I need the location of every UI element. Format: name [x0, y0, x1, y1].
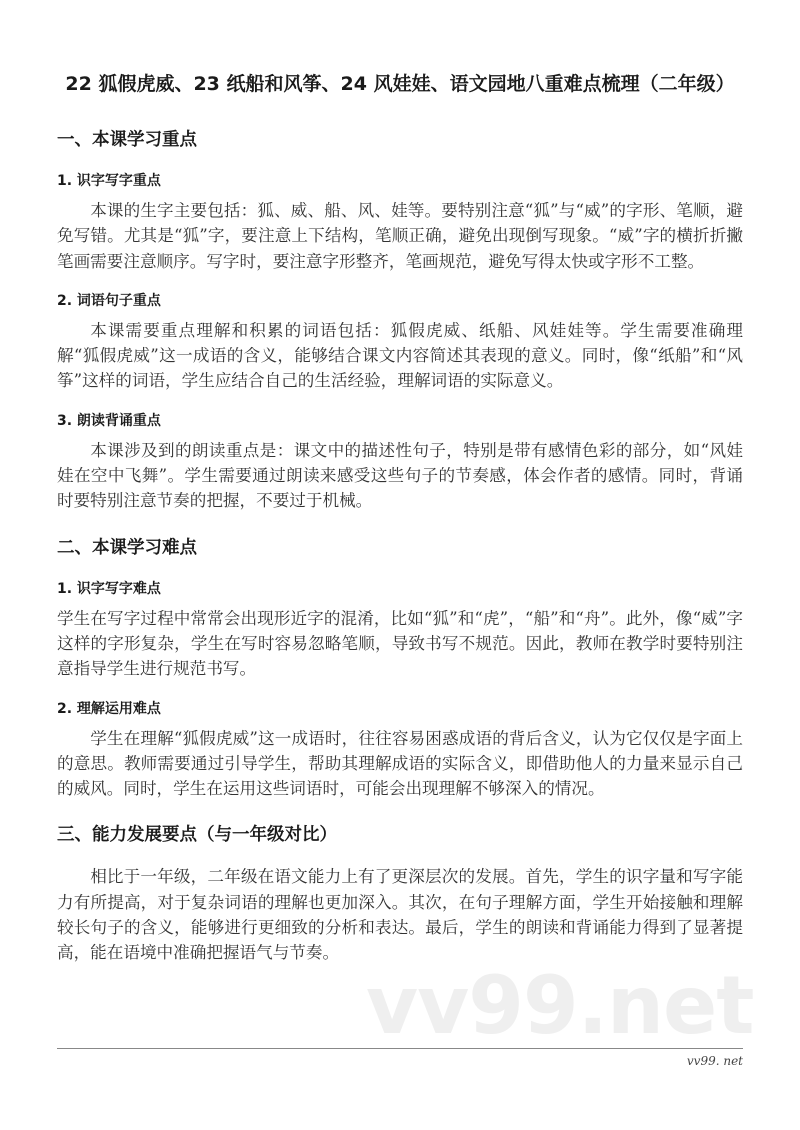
section-heading-difficulties: 二、本课学习难点 [57, 537, 197, 558]
section-heading-ability: 三、能力发展要点（与一年级对比） [57, 825, 337, 846]
paragraph: 学生在理解“狐假虎威”这一成语时，往往容易困惑成语的背后含义，认为它仅仅是字面上的意思。教师需要通过引导学生，帮助其理解成语的实际含义，即借助他人的力量来显示自己的威风。同时，学生在运用这些词语时，可能会出现理解不够深入的情况。 [57, 728, 743, 799]
watermark: vv99.net [366, 958, 754, 1052]
subsection-heading: 3. 朗读背诵重点 [57, 412, 161, 429]
subsection-heading: 1. 识字写字重点 [57, 173, 161, 189]
paragraph: 本课涉及到的朗读重点是：课文中的描述性句子，特别是带有感情色彩的部分，如“风娃娃在空中飞舞”。学生需要通过朗读来感受这些句子的节奏感，体会作者的感情。同时，背诵时要特别注意节奏的把握，不要过于机械。 [57, 440, 743, 511]
paragraph: 本课需要重点理解和积累的词语包括：狐假虎威、纸船、风娃娃等。学生需要准确理解“狐假虎威”这一成语的含义，能够结合课文内容简述其表现的意义。同时，像“纸船”和“风筝”这样的词语，学生应结合自己的生活经验，理解词语的实际意义。 [57, 320, 743, 391]
document-page [57, 0, 754, 1069]
paragraph: 相比于一年级，二年级在语文能力上有了更深层次的发展。首先，学生的识字量和写字能力有所提高，对于复杂词语的理解也更加深入。其次，在句子理解方面，学生开始接触和理解较长句子的含义，能够进行更细致的分析和表达。最后，学生的朗读和背诵能力得到了显著提高，能在语境中准确把握语气与节奏。 [57, 867, 743, 963]
subsection-heading: 2. 理解运用难点 [57, 700, 161, 717]
subsection-heading: 1. 识字写字难点 [57, 580, 161, 597]
subsection-heading: 2. 词语句子重点 [57, 292, 161, 309]
section-heading-key-points: 一、本课学习重点 [57, 130, 197, 150]
page-title: 22 狐假虎威、23 纸船和风筝、24 风娃娃、语文园地八重难点梳理（二年级） [65, 73, 735, 95]
footer-text: vv99. net [686, 1053, 743, 1068]
paragraph: 本课的生字主要包括：狐、威、船、风、娃等。要特别注意“狐”与“威”的字形、笔顺，避免写错。尤其是“狐”字，要注意上下结构，笔顺正确，避免出现倒写现象。“威”字的横折折撇笔画需要注意顺序。写字时，要注意字形整齐，笔画规范，避免写得太快或字形不工整。 [57, 201, 743, 271]
paragraph: 学生在写字过程中常常会出现形近字的混淆，比如“狐”和“虎”，“船”和“舟”。此外，像“威”字这样的字形复杂，学生在写时容易忽略笔顺，导致书写不规范。因此，教师在教学时要特别注意指导学生进行规范书写。 [57, 608, 743, 679]
